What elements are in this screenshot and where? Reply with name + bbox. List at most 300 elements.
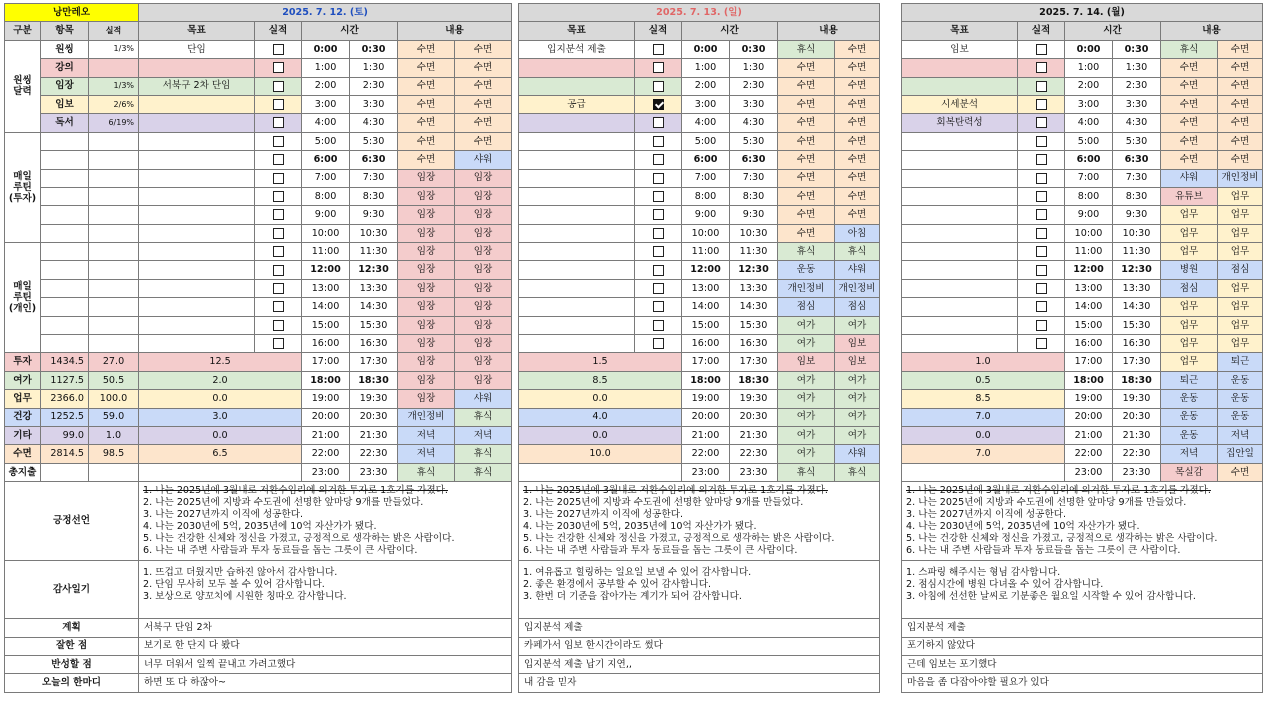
done-checkbox-cell (1018, 187, 1065, 205)
reflect-text: 근데 임보는 포기했다 (902, 655, 1263, 673)
activity-second-half: 휴식 (455, 408, 512, 426)
time-start: 23:00 (682, 463, 730, 481)
time-start: 22:00 (682, 445, 730, 463)
stat-total: 99.0 (41, 426, 89, 444)
done-checkbox-cell (255, 187, 302, 205)
activity-first-half: 수면 (778, 206, 835, 224)
time-start: 2:00 (682, 77, 730, 95)
col-header: 실적 (635, 22, 682, 40)
checkbox[interactable] (273, 246, 284, 257)
empty-cell (139, 335, 255, 353)
activity-first-half: 업무 (1161, 335, 1218, 353)
activity-second-half: 임장 (455, 169, 512, 187)
empty-cell (89, 261, 139, 279)
activity-second-half: 임장 (455, 187, 512, 205)
activity-first-half: 임장 (398, 316, 455, 334)
checkbox[interactable] (273, 154, 284, 165)
activity-second-half: 업무 (1218, 335, 1263, 353)
group-label: 매일 루틴 (투자) (5, 132, 41, 242)
activity-first-half: 임장 (398, 298, 455, 316)
time-end: 22:30 (1113, 445, 1161, 463)
activity-second-half: 여가 (835, 316, 880, 334)
checkbox[interactable] (1036, 320, 1047, 331)
checkbox[interactable] (273, 338, 284, 349)
activity-second-half: 점심 (1218, 261, 1263, 279)
time-end: 13:30 (730, 279, 778, 297)
activity-first-half: 여가 (778, 316, 835, 334)
time-end: 23:30 (730, 463, 778, 481)
time-start: 5:00 (302, 132, 350, 150)
time-start: 12:00 (1065, 261, 1113, 279)
time-end: 2:30 (730, 77, 778, 95)
done-checkbox-cell (255, 132, 302, 150)
stat-name: 수면 (5, 445, 41, 463)
activity-second-half: 수면 (1218, 463, 1263, 481)
empty-cell (139, 224, 255, 242)
affirmation-line: 6. 나는 내 주변 사람들과 투자 동료들을 돕는 그릇이 큰 사람이다. (906, 545, 1181, 557)
activity-first-half: 수면 (1161, 77, 1218, 95)
time-start: 9:00 (302, 206, 350, 224)
stat-actual: 27.0 (89, 353, 139, 371)
activity-first-half: 수면 (398, 40, 455, 58)
stat-hours: 10.0 (519, 445, 682, 463)
col-header: 실적 (1018, 22, 1065, 40)
time-start: 13:00 (682, 279, 730, 297)
stat-actual: 50.5 (89, 371, 139, 389)
stat-hours: 0.0 (519, 426, 682, 444)
affirmation-line: 1. 나는 2025년에 3월내로 저환수임리에 의거한 투자로 1호기를 가졌다. (523, 484, 828, 496)
activity-first-half: 수면 (1161, 95, 1218, 113)
time-end: 18:30 (730, 371, 778, 389)
day-table-1 (4, 3, 512, 693)
good-text: 포기하지 않았다 (902, 637, 1263, 655)
done-checkbox-cell (635, 59, 682, 77)
goal-text: 입지분석 제출 (519, 40, 635, 58)
stat-name: 건강 (5, 408, 41, 426)
gratitude-line: 3. 보상으로 양꼬치에 시원한 칭따오 감사합니다. (143, 591, 347, 603)
goal-text (139, 95, 255, 113)
col-header: 항목 (41, 22, 89, 40)
time-end: 15:30 (1113, 316, 1161, 334)
checkbox[interactable] (1036, 338, 1047, 349)
done-checkbox-cell (255, 40, 302, 58)
col-header: 내용 (1161, 22, 1263, 40)
word-text: 내 감을 믿자 (519, 674, 880, 692)
stat-name: 투자 (5, 353, 41, 371)
checkbox[interactable] (273, 117, 284, 128)
time-end: 16:30 (730, 335, 778, 353)
goal-text: 시세분석 (902, 95, 1018, 113)
activity-second-half: 임장 (455, 371, 512, 389)
time-start: 15:00 (1065, 316, 1113, 334)
time-end: 22:30 (730, 445, 778, 463)
time-end: 0:30 (350, 40, 398, 58)
checkbox[interactable] (653, 320, 664, 331)
item-value: 1/3% (89, 77, 139, 95)
time-end: 6:30 (350, 151, 398, 169)
activity-first-half: 수면 (1161, 59, 1218, 77)
checkbox[interactable] (273, 99, 284, 110)
time-end: 5:30 (730, 132, 778, 150)
activity-second-half: 수면 (455, 114, 512, 132)
time-start: 1:00 (682, 59, 730, 77)
plan-label: 계획 (5, 619, 139, 637)
activity-first-half: 임장 (398, 169, 455, 187)
empty-cell (89, 243, 139, 261)
activity-first-half: 휴식 (1161, 40, 1218, 58)
goal-text: 단임 (139, 40, 255, 58)
checkbox[interactable] (1036, 173, 1047, 184)
activity-second-half: 수면 (835, 206, 880, 224)
done-checkbox-cell (255, 114, 302, 132)
time-start: 12:00 (682, 261, 730, 279)
time-start: 15:00 (302, 316, 350, 334)
checkbox[interactable] (273, 265, 284, 276)
empty-cell (519, 279, 635, 297)
time-start: 11:00 (682, 243, 730, 261)
empty-cell (139, 151, 255, 169)
checkbox[interactable] (653, 191, 664, 202)
activity-first-half: 업무 (1161, 243, 1218, 261)
checkbox[interactable] (273, 136, 284, 147)
time-end: 19:30 (350, 390, 398, 408)
time-end: 19:30 (730, 390, 778, 408)
col-header: 시간 (682, 22, 778, 40)
activity-second-half: 수면 (1218, 132, 1263, 150)
time-start: 22:00 (1065, 445, 1113, 463)
goal-text: 회복탄력성 (902, 114, 1018, 132)
goal-text (519, 59, 635, 77)
empty-cell (41, 261, 89, 279)
activity-second-half: 수면 (455, 59, 512, 77)
time-end: 19:30 (1113, 390, 1161, 408)
checkbox[interactable] (1036, 81, 1047, 92)
activity-first-half: 임장 (398, 371, 455, 389)
group-label: 매일 루틴 (개인) (5, 243, 41, 353)
done-checkbox-cell (1018, 169, 1065, 187)
empty-cell (902, 243, 1018, 261)
checkbox[interactable] (1036, 265, 1047, 276)
checkbox[interactable] (273, 228, 284, 239)
affirmation-line: 3. 나는 2027년까지 이직에 성공한다. (143, 509, 304, 521)
checkbox[interactable] (273, 173, 284, 184)
affirmation-line: 4. 나는 2030년에 5억, 2035년에 10억 자산가가 됐다. (523, 521, 757, 533)
checkbox[interactable] (1036, 301, 1047, 312)
empty-cell (519, 463, 682, 481)
activity-second-half: 수면 (1218, 40, 1263, 58)
checkbox[interactable] (653, 265, 664, 276)
empty-cell (41, 243, 89, 261)
done-checkbox-cell (635, 279, 682, 297)
activity-second-half: 여가 (835, 426, 880, 444)
done-checkbox-cell (1018, 298, 1065, 316)
checkbox[interactable] (1036, 228, 1047, 239)
time-end: 10:30 (730, 224, 778, 242)
activity-first-half: 수면 (778, 132, 835, 150)
time-end: 1:30 (350, 59, 398, 77)
activity-first-half: 수면 (1161, 114, 1218, 132)
time-end: 14:30 (1113, 298, 1161, 316)
time-start: 4:00 (682, 114, 730, 132)
affirmation-line: 5. 나는 건강한 신체와 정신을 가졌고, 긍정적으로 생각하는 밝은 사람이다. (143, 533, 455, 545)
activity-first-half: 여가 (778, 371, 835, 389)
day-date: 2025. 7. 13. (일) (519, 4, 880, 22)
total-label: 총지출 (5, 463, 41, 481)
activity-first-half: 업무 (1161, 353, 1218, 371)
checkbox[interactable] (1036, 283, 1047, 294)
done-checkbox-cell (635, 151, 682, 169)
affirmation-line: 4. 나는 2030년에 5억, 2035년에 10억 자산가가 됐다. (143, 521, 377, 533)
done-checkbox-cell (1018, 114, 1065, 132)
empty-cell (139, 187, 255, 205)
time-start: 2:00 (1065, 77, 1113, 95)
checked-checkbox[interactable] (653, 99, 664, 110)
goal-text (902, 59, 1018, 77)
time-end: 11:30 (350, 243, 398, 261)
time-end: 2:30 (350, 77, 398, 95)
activity-second-half: 저녁 (1218, 426, 1263, 444)
activity-second-half: 임장 (455, 224, 512, 242)
activity-second-half: 휴식 (835, 243, 880, 261)
time-start: 16:00 (1065, 335, 1113, 353)
gratitude-line: 2. 좋은 환경에서 공부할 수 있어 감사합니다. (523, 579, 712, 591)
checkbox[interactable] (273, 191, 284, 202)
checkbox[interactable] (653, 283, 664, 294)
sheet-title: 낭만레오 (5, 4, 139, 22)
activity-first-half: 수면 (778, 187, 835, 205)
done-checkbox-cell (255, 77, 302, 95)
checkbox[interactable] (1036, 99, 1047, 110)
item-value: 2/6% (89, 95, 139, 113)
done-checkbox-cell (1018, 224, 1065, 242)
time-start: 8:00 (682, 187, 730, 205)
time-end: 13:30 (350, 279, 398, 297)
checkbox[interactable] (653, 173, 664, 184)
col-header: 목표 (519, 22, 635, 40)
stat-hours: 1.0 (902, 353, 1065, 371)
gratitude-line: 3. 아침에 선선한 날씨로 기분좋은 월요일 시작할 수 있어 감사합니다. (906, 591, 1196, 603)
empty-cell (139, 298, 255, 316)
checkbox[interactable] (653, 338, 664, 349)
time-end: 17:30 (1113, 353, 1161, 371)
col-header: 시간 (1065, 22, 1161, 40)
stat-hours: 8.5 (519, 371, 682, 389)
empty-cell (902, 206, 1018, 224)
checkbox[interactable] (653, 44, 664, 55)
empty-cell (139, 169, 255, 187)
time-start: 11:00 (302, 243, 350, 261)
time-start: 3:00 (302, 95, 350, 113)
empty-cell (902, 224, 1018, 242)
activity-second-half: 샤워 (835, 445, 880, 463)
empty-cell (519, 187, 635, 205)
checkbox[interactable] (653, 154, 664, 165)
time-end: 11:30 (730, 243, 778, 261)
empty-cell (519, 298, 635, 316)
checkbox[interactable] (1036, 246, 1047, 257)
item-value (89, 59, 139, 77)
stat-hours: 4.0 (519, 408, 682, 426)
checkbox[interactable] (653, 62, 664, 73)
time-start: 16:00 (302, 335, 350, 353)
time-start: 4:00 (302, 114, 350, 132)
activity-first-half: 여가 (778, 390, 835, 408)
activity-first-half: 점심 (778, 298, 835, 316)
affirmation-line: 5. 나는 건강한 신체와 정신을 가졌고, 긍정적으로 생각하는 밝은 사람이다. (906, 533, 1218, 545)
stat-actual: 59.0 (89, 408, 139, 426)
time-start: 12:00 (302, 261, 350, 279)
col-header: 내용 (778, 22, 880, 40)
activity-first-half: 여가 (778, 408, 835, 426)
empty-cell (902, 132, 1018, 150)
gratitude-line: 2. 단임 무사히 모두 볼 수 있어 감사합니다. (143, 579, 325, 591)
empty-cell (902, 151, 1018, 169)
checkbox[interactable] (653, 228, 664, 239)
activity-first-half: 임장 (398, 335, 455, 353)
gratitude-line: 2. 점심시간에 병원 다녀올 수 있어 감사합니다. (906, 579, 1104, 591)
activity-first-half: 수면 (398, 132, 455, 150)
activity-first-half: 휴식 (778, 463, 835, 481)
time-end: 17:30 (730, 353, 778, 371)
time-start: 23:00 (302, 463, 350, 481)
checkbox[interactable] (273, 301, 284, 312)
time-start: 21:00 (1065, 426, 1113, 444)
checkbox[interactable] (273, 283, 284, 294)
item-name: 원씽 (41, 40, 89, 58)
checkbox[interactable] (653, 117, 664, 128)
done-checkbox-cell (635, 206, 682, 224)
empty-cell (519, 151, 635, 169)
time-end: 7:30 (1113, 169, 1161, 187)
activity-second-half: 수면 (835, 114, 880, 132)
time-start: 1:00 (1065, 59, 1113, 77)
time-start: 13:00 (302, 279, 350, 297)
stat-name: 업무 (5, 390, 41, 408)
activity-second-half: 운동 (1218, 408, 1263, 426)
stat-total: 1434.5 (41, 353, 89, 371)
gratitude-line: 1. 스파링 해주시는 형님 감사합니다. (906, 567, 1061, 579)
checkbox[interactable] (653, 209, 664, 220)
activity-first-half: 여가 (778, 445, 835, 463)
checkbox[interactable] (273, 320, 284, 331)
done-checkbox-cell (255, 316, 302, 334)
checkbox[interactable] (653, 136, 664, 147)
time-start: 14:00 (682, 298, 730, 316)
gratitude-line: 1. 뜨겁고 더웠지만 습하진 않아서 감사합니다. (143, 567, 338, 579)
checkbox[interactable] (273, 44, 284, 55)
time-start: 19:00 (302, 390, 350, 408)
time-start: 17:00 (682, 353, 730, 371)
checkbox[interactable] (1036, 62, 1047, 73)
empty-cell (89, 463, 139, 481)
activity-first-half: 업무 (1161, 224, 1218, 242)
checkbox[interactable] (1036, 154, 1047, 165)
done-checkbox-cell (1018, 77, 1065, 95)
time-start: 23:00 (1065, 463, 1113, 481)
activity-second-half: 업무 (1218, 187, 1263, 205)
empty-cell (89, 151, 139, 169)
empty-cell (902, 463, 1065, 481)
time-start: 20:00 (1065, 408, 1113, 426)
activity-second-half: 임장 (455, 316, 512, 334)
activity-second-half: 수면 (835, 40, 880, 58)
activity-first-half: 여가 (778, 335, 835, 353)
affirmation-line: 6. 나는 내 주변 사람들과 투자 동료들을 돕는 그릇이 큰 사람이다. (143, 545, 418, 557)
time-end: 18:30 (1113, 371, 1161, 389)
time-end: 21:30 (730, 426, 778, 444)
empty-cell (41, 187, 89, 205)
activity-second-half: 업무 (1218, 243, 1263, 261)
done-checkbox-cell (1018, 261, 1065, 279)
activity-first-half: 유튜브 (1161, 187, 1218, 205)
checkbox[interactable] (273, 81, 284, 92)
time-start: 21:00 (302, 426, 350, 444)
good-text: 카페가서 임보 한시간이라도 썼다 (519, 637, 880, 655)
done-checkbox-cell (1018, 335, 1065, 353)
checkbox[interactable] (653, 246, 664, 257)
empty-cell (519, 132, 635, 150)
activity-first-half: 개인정비 (778, 279, 835, 297)
empty-cell (139, 261, 255, 279)
affirmation-line: 2. 나는 2025년에 지방과 수도권에 선명한 앞마당 9개를 만들었다. (143, 497, 424, 508)
done-checkbox-cell (1018, 40, 1065, 58)
stat-total: 1252.5 (41, 408, 89, 426)
affirmation-line: 6. 나는 내 주변 사람들과 투자 동료들을 돕는 그릇이 큰 사람이다. (523, 545, 798, 557)
activity-first-half: 수면 (398, 59, 455, 77)
stat-hours: 2.0 (139, 371, 302, 389)
done-checkbox-cell (635, 132, 682, 150)
activity-second-half: 휴식 (455, 463, 512, 481)
checkbox[interactable] (1036, 117, 1047, 128)
activity-second-half: 수면 (455, 132, 512, 150)
empty-cell (519, 224, 635, 242)
stat-total: 2814.5 (41, 445, 89, 463)
col-header: 실적 (255, 22, 302, 40)
activity-second-half: 수면 (835, 77, 880, 95)
activity-first-half: 수면 (778, 224, 835, 242)
activity-first-half: 퇴근 (1161, 371, 1218, 389)
checkbox[interactable] (653, 301, 664, 312)
activity-second-half: 수면 (1218, 151, 1263, 169)
affirmation-line: 3. 나는 2027년까지 이직에 성공한다. (906, 509, 1067, 521)
checkbox[interactable] (1036, 136, 1047, 147)
activity-first-half: 임장 (398, 224, 455, 242)
checkbox[interactable] (1036, 191, 1047, 202)
time-end: 5:30 (350, 132, 398, 150)
activity-second-half: 임장 (455, 335, 512, 353)
time-start: 17:00 (302, 353, 350, 371)
group-label: 원씽 달력 (5, 40, 41, 132)
activity-second-half: 여가 (835, 390, 880, 408)
done-checkbox-cell (635, 77, 682, 95)
activity-second-half: 수면 (835, 59, 880, 77)
checkbox[interactable] (273, 209, 284, 220)
checkbox[interactable] (273, 62, 284, 73)
activity-second-half: 업무 (1218, 316, 1263, 334)
checkbox[interactable] (1036, 44, 1047, 55)
activity-first-half: 수면 (398, 95, 455, 113)
done-checkbox-cell (255, 279, 302, 297)
time-start: 2:00 (302, 77, 350, 95)
gratitude-line: 1. 여유롭고 힐링하는 일요일 보낼 수 있어 감사합니다. (523, 567, 752, 579)
activity-second-half: 임보 (835, 335, 880, 353)
time-start: 5:00 (682, 132, 730, 150)
stat-hours: 7.0 (902, 445, 1065, 463)
activity-first-half: 임장 (398, 206, 455, 224)
empty-cell (89, 298, 139, 316)
checkbox[interactable] (653, 81, 664, 92)
checkbox[interactable] (1036, 209, 1047, 220)
